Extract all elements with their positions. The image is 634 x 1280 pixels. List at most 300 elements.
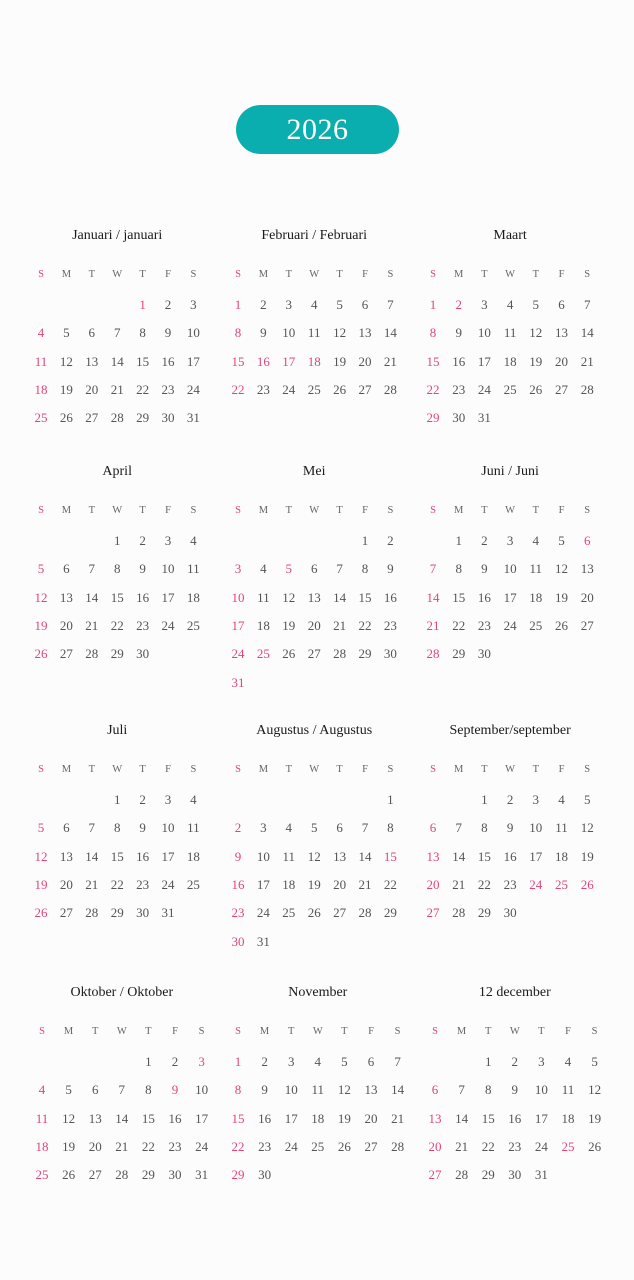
day-cell: 12 [282, 589, 296, 605]
day-cell: 13 [85, 353, 99, 369]
weekday-header: S [430, 764, 436, 775]
day-cell: 6 [88, 325, 96, 341]
day-cell-holiday: 18 [34, 381, 48, 397]
weekday-header: S [38, 269, 44, 280]
day-cell: 13 [59, 848, 73, 864]
weekday-header: T [285, 505, 292, 516]
day-cell: 13 [364, 1082, 378, 1098]
day-cell: 20 [580, 589, 594, 605]
day-cell: 25 [529, 617, 543, 633]
day-cell: 31 [161, 905, 175, 921]
weekday-header: T [341, 1026, 348, 1037]
day-cell: 27 [364, 1138, 378, 1154]
day-cell: 17 [284, 1110, 298, 1126]
day-cell: 1 [361, 533, 369, 548]
day-cell-holiday: 14 [426, 589, 440, 605]
weekday-header: T [88, 505, 95, 516]
day-cell: 13 [333, 848, 347, 864]
day-cell: 12 [529, 325, 543, 341]
day-cell: 4 [532, 533, 540, 548]
day-cell-holiday: 1 [234, 297, 242, 312]
day-cell-holiday: 8 [234, 325, 242, 341]
day-cell: 16 [161, 353, 175, 369]
day-cell: 27 [307, 646, 321, 662]
day-cell: 19 [62, 1138, 76, 1154]
day-cell-holiday: 26 [34, 646, 48, 662]
day-cell: 22 [452, 617, 466, 633]
day-cell: 28 [85, 905, 99, 921]
day-cell: 18 [561, 1110, 575, 1126]
day-cell: 10 [161, 561, 175, 577]
weekday-header: S [387, 764, 394, 775]
month-title: Februari / Februari [261, 228, 368, 243]
day-cell: 1 [113, 533, 121, 548]
day-cell: 20 [85, 381, 99, 397]
weekday-header: T [481, 764, 488, 775]
day-cell: 5 [583, 792, 591, 807]
weekday-header: W [112, 764, 123, 775]
day-cell-holiday: 27 [426, 905, 440, 921]
day-cell-holiday: 4 [38, 1082, 46, 1098]
day-cell: 31 [256, 933, 270, 949]
day-cell: 10 [284, 1082, 298, 1098]
day-cell: 14 [333, 589, 347, 605]
day-cell: 27 [59, 646, 73, 662]
day-cell: 24 [186, 381, 200, 397]
day-cell: 22 [110, 617, 124, 633]
day-cell: 28 [391, 1138, 405, 1154]
day-cell: 5 [65, 1082, 72, 1098]
weekday-header: T [139, 764, 146, 775]
day-cell: 21 [452, 876, 466, 892]
day-cell-holiday: 30 [231, 933, 245, 949]
day-cell-holiday: 20 [428, 1138, 442, 1154]
day-cell: 19 [555, 589, 568, 605]
day-cell-holiday: 28 [426, 646, 440, 662]
weekday-header: M [454, 505, 464, 516]
day-cell: 8 [145, 1082, 152, 1098]
weekday-header: F [165, 764, 171, 775]
day-cell: 6 [91, 1082, 99, 1098]
day-cell: 12 [307, 848, 321, 864]
day-cell: 3 [164, 792, 172, 807]
day-cell: 4 [190, 792, 197, 807]
day-cell: 6 [336, 820, 343, 836]
day-cell-holiday: 22 [231, 1138, 245, 1154]
day-cell: 2 [260, 297, 267, 312]
weekday-header: T [532, 505, 539, 516]
weekday-header: S [39, 1026, 45, 1037]
weekday-header: T [91, 1026, 99, 1037]
weekday-header: M [454, 764, 464, 775]
weekday-header: S [190, 505, 197, 516]
weekday-header: T [285, 764, 292, 775]
day-cell: 12 [580, 820, 594, 836]
day-cell: 15 [452, 589, 466, 605]
day-cell: 29 [110, 646, 124, 662]
day-cell: 17 [534, 1110, 548, 1126]
day-cell: 30 [258, 1167, 272, 1183]
day-cell: 26 [307, 905, 321, 921]
day-cell: 4 [260, 561, 267, 577]
year-badge: 2026 [236, 105, 399, 154]
day-cell-holiday: 25 [35, 1167, 49, 1183]
weekday-header: S [235, 505, 241, 516]
day-cell: 27 [580, 617, 594, 633]
day-cell: 12 [588, 1082, 602, 1098]
day-cell-holiday: 11 [35, 1110, 49, 1126]
day-cell: 2 [511, 1054, 519, 1069]
day-cell-holiday: 15 [383, 848, 397, 864]
day-cell-holiday: 15 [231, 1110, 245, 1126]
weekday-header: F [165, 269, 171, 280]
day-cell: 15 [481, 1110, 495, 1126]
day-cell: 18 [282, 876, 296, 892]
weekday-header: T [285, 269, 292, 280]
weekday-header: S [235, 764, 241, 775]
day-cell: 3 [287, 1054, 295, 1069]
day-cell: 19 [580, 848, 594, 864]
day-cell: 21 [110, 381, 124, 397]
month-title: Maart [493, 228, 527, 243]
day-cell-holiday: 9 [234, 848, 242, 864]
day-cell: 25 [307, 381, 321, 397]
day-cell: 25 [186, 876, 200, 892]
day-cell: 11 [311, 1082, 325, 1098]
weekday-header: S [190, 269, 197, 280]
day-cell-holiday: 12 [34, 589, 48, 605]
weekday-header: T [336, 505, 343, 516]
day-cell: 17 [186, 353, 200, 369]
weekday-header: S [235, 269, 241, 280]
day-cell: 11 [187, 561, 200, 577]
weekday-header: T [481, 505, 488, 516]
weekday-header: T [287, 1026, 295, 1037]
day-cell: 23 [256, 381, 270, 397]
day-cell: 15 [477, 848, 491, 864]
day-cell: 16 [477, 589, 491, 605]
day-cell: 10 [195, 1082, 209, 1098]
day-cell-holiday: 16 [231, 876, 245, 892]
day-cell: 23 [258, 1138, 272, 1154]
day-cell: 23 [161, 381, 175, 397]
day-cell: 27 [358, 381, 372, 397]
day-cell: 13 [555, 325, 568, 341]
day-cell: 20 [88, 1138, 102, 1154]
day-cell: 4 [558, 792, 565, 807]
day-cell: 12 [62, 1110, 76, 1126]
day-cell: 18 [555, 848, 568, 864]
day-cell: 12 [337, 1082, 351, 1098]
day-cell: 20 [358, 353, 372, 369]
day-cell: 28 [85, 646, 99, 662]
day-cell: 7 [118, 1082, 126, 1098]
day-cell: 31 [195, 1167, 209, 1183]
day-cell: 17 [477, 353, 491, 369]
day-cell: 14 [85, 589, 99, 605]
day-cell-holiday: 18 [307, 353, 321, 369]
day-cell: 21 [358, 876, 372, 892]
day-cell: 23 [477, 617, 491, 633]
day-cell: 2 [171, 1054, 179, 1069]
day-cell: 6 [367, 1054, 375, 1069]
day-cell-holiday: 25 [256, 646, 270, 662]
day-cell: 30 [136, 905, 150, 921]
day-cell: 23 [136, 876, 150, 892]
day-cell: 29 [141, 1167, 155, 1183]
day-cell: 19 [59, 381, 73, 397]
day-cell: 19 [282, 617, 296, 633]
day-cell-holiday: 25 [34, 410, 48, 426]
day-cell: 3 [260, 820, 267, 836]
day-cell: 17 [529, 848, 543, 864]
weekday-header: W [309, 764, 320, 775]
day-cell: 16 [168, 1110, 182, 1126]
day-cell: 15 [358, 589, 372, 605]
weekday-header: T [88, 269, 95, 280]
day-cell-holiday: 24 [231, 646, 245, 662]
day-cell-holiday: 5 [285, 561, 293, 577]
day-cell: 8 [484, 1082, 492, 1098]
day-cell-holiday: 20 [426, 876, 440, 892]
day-cell: 25 [282, 905, 296, 921]
day-cell: 7 [336, 561, 343, 577]
day-cell: 19 [529, 353, 543, 369]
day-cell: 15 [136, 353, 150, 369]
weekday-header: W [505, 764, 516, 775]
day-cell: 15 [141, 1110, 155, 1126]
day-cell: 30 [168, 1167, 182, 1183]
day-cell: 31 [186, 410, 200, 426]
day-cell: 5 [532, 297, 540, 312]
weekday-header: T [538, 1026, 545, 1037]
day-cell: 10 [503, 561, 517, 577]
day-cell: 20 [59, 617, 73, 633]
day-cell-holiday: 2 [234, 820, 242, 836]
day-cell: 19 [588, 1110, 602, 1126]
day-cell: 11 [529, 561, 543, 577]
weekday-header: W [509, 1026, 520, 1037]
day-cell: 6 [63, 561, 70, 577]
weekday-header: W [309, 269, 320, 280]
day-cell-holiday: 8 [429, 325, 437, 341]
day-cell-holiday: 21 [426, 617, 440, 633]
day-cell: 14 [115, 1110, 129, 1126]
day-cell: 13 [88, 1110, 102, 1126]
day-cell-holiday: 4 [37, 325, 45, 341]
day-cell: 8 [139, 325, 146, 341]
day-cell: 9 [511, 1082, 519, 1098]
month-title: Juli [107, 723, 128, 738]
day-cell: 30 [508, 1167, 522, 1183]
day-cell: 13 [59, 589, 73, 605]
day-cell-holiday: 19 [34, 617, 48, 633]
weekday-header: M [258, 269, 269, 280]
weekday-header: F [558, 505, 565, 516]
day-cell: 11 [307, 325, 321, 341]
day-cell: 7 [387, 297, 394, 312]
day-cell: 2 [506, 792, 514, 807]
day-cell: 4 [310, 297, 318, 312]
day-cell-holiday: 26 [580, 876, 594, 892]
weekday-header: S [394, 1026, 401, 1037]
weekday-header: T [481, 269, 488, 280]
day-cell: 16 [136, 848, 150, 864]
month-title: April [102, 464, 132, 479]
weekday-header: M [258, 764, 269, 775]
weekday-header: S [432, 1026, 438, 1037]
day-cell: 10 [534, 1082, 548, 1098]
day-cell: 27 [88, 1167, 102, 1183]
day-cell-holiday: 6 [431, 1082, 439, 1098]
day-cell: 24 [161, 617, 175, 633]
day-cell: 26 [529, 381, 543, 397]
month-title: Mei [302, 464, 326, 479]
day-cell: 26 [62, 1167, 76, 1183]
weekday-header: S [430, 269, 436, 280]
month-title: Juni / Juni [481, 464, 539, 479]
day-cell-holiday: 3 [234, 561, 242, 577]
day-cell: 28 [383, 381, 397, 397]
month-title: November [288, 985, 348, 1000]
day-cell: 13 [358, 325, 372, 341]
day-cell: 9 [260, 325, 267, 341]
day-cell-holiday: 9 [171, 1082, 179, 1098]
day-cell: 29 [452, 646, 466, 662]
day-cell: 30 [161, 410, 175, 426]
day-cell: 29 [110, 905, 124, 921]
day-cell: 1 [145, 1054, 152, 1069]
day-cell: 12 [555, 561, 568, 577]
day-cell-holiday: 24 [529, 876, 543, 892]
day-cell-holiday: 29 [426, 410, 440, 426]
day-cell: 15 [110, 848, 124, 864]
day-cell: 20 [333, 876, 347, 892]
weekday-header: W [112, 269, 123, 280]
weekday-header: W [112, 505, 123, 516]
day-cell: 22 [141, 1138, 155, 1154]
day-cell: 21 [391, 1110, 405, 1126]
day-cell: 8 [113, 820, 121, 836]
day-cell: 19 [337, 1110, 351, 1126]
day-cell: 9 [261, 1082, 268, 1098]
weekday-header: S [387, 505, 394, 516]
day-cell: 24 [284, 1138, 298, 1154]
day-cell: 23 [136, 617, 150, 633]
day-cell: 20 [59, 876, 73, 892]
day-cell: 25 [311, 1138, 325, 1154]
day-cell: 18 [503, 353, 517, 369]
day-cell: 2 [261, 1054, 268, 1069]
day-cell: 21 [383, 353, 397, 369]
weekday-header: S [190, 764, 197, 775]
day-cell: 4 [190, 533, 197, 548]
day-cell: 27 [59, 905, 73, 921]
weekday-header: F [558, 764, 565, 775]
day-cell: 1 [113, 792, 121, 807]
day-cell: 11 [561, 1082, 575, 1098]
day-cell: 9 [139, 820, 146, 836]
day-cell: 26 [588, 1138, 602, 1154]
day-cell: 14 [455, 1110, 469, 1126]
weekday-header: T [532, 764, 539, 775]
day-cell: 8 [455, 561, 462, 577]
day-cell: 19 [307, 876, 321, 892]
day-cell: 26 [333, 381, 347, 397]
weekday-header: M [456, 1026, 467, 1037]
day-cell-holiday: 19 [34, 876, 48, 892]
day-cell: 6 [558, 297, 565, 312]
day-cell: 24 [282, 381, 296, 397]
day-cell: 9 [139, 561, 146, 577]
month-title: September/september [449, 723, 571, 738]
day-cell: 18 [256, 617, 270, 633]
weekday-header: M [61, 269, 72, 280]
weekday-header: S [584, 505, 591, 516]
day-cell: 3 [538, 1054, 545, 1069]
day-cell: 9 [455, 325, 462, 341]
day-cell-holiday: 6 [583, 533, 591, 548]
weekday-header: S [387, 269, 394, 280]
day-cell: 9 [481, 561, 488, 577]
day-cell: 16 [508, 1110, 522, 1126]
day-cell: 5 [63, 325, 70, 341]
weekday-header: S [198, 1026, 205, 1037]
day-cell: 28 [452, 905, 466, 921]
day-cell: 11 [503, 325, 517, 341]
weekday-header: T [88, 764, 95, 775]
day-cell: 10 [529, 820, 543, 836]
day-cell: 17 [256, 876, 270, 892]
day-cell: 27 [333, 905, 347, 921]
day-cell-holiday: 23 [231, 905, 245, 921]
day-cell: 10 [282, 325, 296, 341]
day-cell: 1 [455, 533, 462, 548]
day-cell: 23 [168, 1138, 182, 1154]
day-cell: 9 [387, 561, 394, 577]
day-cell-holiday: 17 [231, 617, 245, 633]
day-cell: 20 [364, 1110, 378, 1126]
day-cell-holiday: 15 [231, 353, 245, 369]
day-cell-holiday: 29 [231, 1167, 245, 1183]
day-cell: 12 [333, 325, 347, 341]
day-cell: 6 [361, 297, 369, 312]
day-cell: 21 [85, 876, 99, 892]
weekday-header: T [484, 1026, 492, 1037]
day-cell: 4 [506, 297, 514, 312]
day-cell: 3 [164, 533, 172, 548]
day-cell: 21 [115, 1138, 129, 1154]
day-cell: 10 [161, 820, 175, 836]
day-cell: 28 [115, 1167, 129, 1183]
day-cell: 16 [136, 589, 150, 605]
day-cell-holiday: 15 [426, 353, 440, 369]
day-cell: 2 [164, 297, 172, 312]
day-cell: 3 [481, 297, 488, 312]
day-cell: 6 [63, 820, 70, 836]
day-cell-holiday: 12 [34, 848, 48, 864]
day-cell: 27 [85, 410, 99, 426]
day-cell: 24 [256, 905, 270, 921]
weekday-header: S [38, 764, 44, 775]
day-cell: 4 [314, 1054, 322, 1069]
day-cell: 10 [256, 848, 270, 864]
day-cell: 21 [580, 353, 594, 369]
day-cell: 2 [139, 533, 146, 548]
day-cell: 4 [285, 820, 293, 836]
day-cell: 23 [452, 381, 466, 397]
weekday-header: S [584, 764, 591, 775]
